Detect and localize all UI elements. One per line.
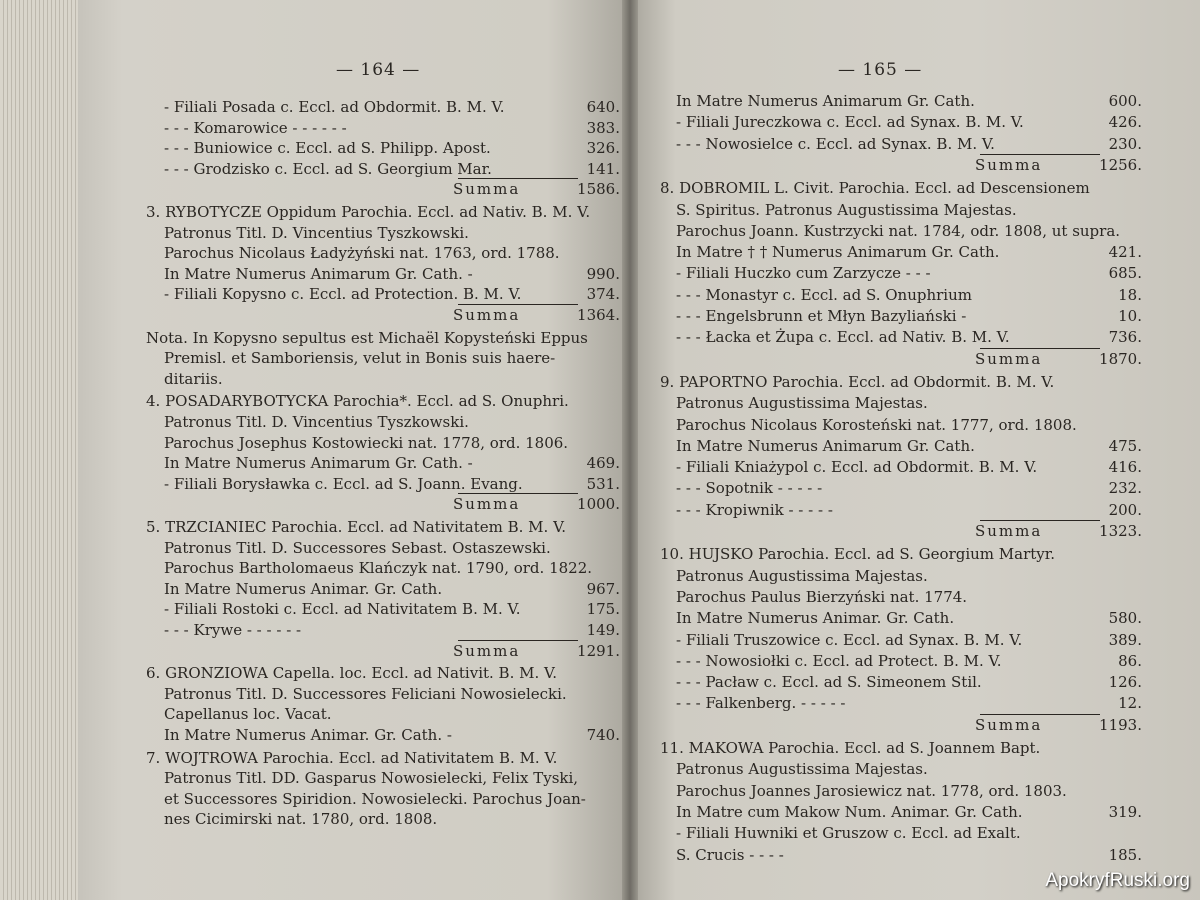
text-line: - Filiali Posada c. Eccl. ad Obdormit. B. M. V. bbox=[164, 98, 505, 116]
count-value: 426. bbox=[1108, 113, 1142, 132]
text-line: Patronus Titl. D. Successores Feliciani Nowosielecki. bbox=[164, 684, 567, 703]
text-line: 9. PAPORTNO Parochia. Eccl. ad Obdormit. B. M. V. bbox=[660, 372, 1055, 391]
text-line: - - - Falkenberg. - - - - - bbox=[676, 694, 846, 713]
text-line: - Filiali Kopysno c. Eccl. ad Protection. B. M. V. bbox=[164, 285, 522, 304]
count-value: 141. bbox=[586, 159, 620, 178]
summa-rule bbox=[458, 640, 578, 641]
text-line: S. Crucis - - - - bbox=[676, 845, 784, 864]
summa-value: 1323. bbox=[1099, 522, 1142, 540]
summa-rule bbox=[980, 154, 1100, 155]
page-number: — 165 — bbox=[838, 60, 923, 80]
summa-rule bbox=[458, 304, 578, 305]
text-line: In Matre Numerus Animarum Gr. Cath. - bbox=[164, 454, 473, 473]
summa-label: Summa bbox=[975, 522, 1043, 540]
summa-rule bbox=[980, 714, 1100, 715]
text-line: - Filiali Truszowice c. Eccl. ad Synax. B. M. V. bbox=[676, 630, 1023, 649]
text-line: - - - Kropiwnik - - - - - bbox=[676, 500, 833, 519]
text-line: Patronus Titl. D. Vincentius Tyszkowski. bbox=[164, 413, 469, 431]
right-page bbox=[630, 0, 1200, 900]
summa-value: 1000. bbox=[577, 495, 620, 514]
summa-label: Summa bbox=[453, 495, 521, 514]
text-line: Parochus Josephus Kostowiecki nat. 1778, ord. 1806. bbox=[164, 433, 569, 452]
count-value: 230. bbox=[1108, 134, 1142, 153]
text-line: 8. DOBROMIL L. Civit. Parochia. Eccl. ad Descensionem bbox=[660, 179, 1090, 198]
count-value: 10. bbox=[1118, 307, 1142, 325]
text-line: Patronus Augustissima Majestas. bbox=[676, 394, 928, 413]
text-line: In Matre † † Numerus Animarum Gr. Cath. bbox=[676, 243, 1000, 262]
summa-label: Summa bbox=[453, 641, 521, 660]
book-gutter bbox=[622, 0, 638, 900]
text-line: Parochus Bartholomaeus Klańczyk nat. 1790, ord. 1822. bbox=[164, 559, 593, 578]
text-line: Patronus Augustissima Majestas. bbox=[676, 566, 928, 585]
text-line: Patronus Titl. D. Successores Sebast. Ostaszewski. bbox=[164, 538, 551, 557]
count-value: 12. bbox=[1118, 694, 1142, 713]
text-line: - - - Komarowice - - - - - - bbox=[164, 118, 347, 137]
text-line: - - - Grodzisko c. Eccl. ad S. Georgium Mar. bbox=[164, 159, 492, 178]
text-line: Patronus Titl. D. Vincentius Tyszkowski. bbox=[164, 223, 469, 242]
summa-rule bbox=[980, 520, 1100, 521]
text-line: - Filiali Huczko cum Zarzycze - - - bbox=[676, 264, 931, 283]
count-value: 18. bbox=[1118, 285, 1142, 304]
summa-value: 1364. bbox=[577, 306, 620, 324]
count-value: 580. bbox=[1108, 609, 1142, 628]
text-line: - - - Łacka et Żupa c. Eccl. ad Nativ. B. M. V. bbox=[676, 328, 1010, 347]
summa-label: Summa bbox=[453, 180, 521, 199]
text-line: 5. TRZCIANIEC Parochia. Eccl. ad Nativitatem B. M. V. bbox=[146, 518, 567, 536]
text-line: Parochus Paulus Bierzyński nat. 1774. bbox=[676, 587, 968, 606]
count-value: 600. bbox=[1108, 92, 1142, 110]
text-line: 7. WOJTROWA Parochia. Eccl. ad Nativitatem B. M. V. bbox=[146, 748, 558, 767]
text-line: - - - Krywe - - - - - - bbox=[164, 621, 302, 639]
text-line: Parochus Joannes Jarosiewicz nat. 1778, ord. 1803. bbox=[676, 781, 1067, 800]
count-value: 736. bbox=[1108, 328, 1142, 347]
left-page bbox=[78, 0, 630, 900]
text-line: Parochus Joann. Kustrzycki nat. 1784, odr. 1808, ut supra. bbox=[676, 221, 1121, 240]
count-value: 685. bbox=[1108, 264, 1142, 283]
text-line: - - - Engelsbrunn et Młyn Bazyliański - bbox=[676, 307, 967, 325]
summa-label: Summa bbox=[975, 349, 1043, 368]
text-line: In Matre Numerus Animarum Gr. Cath. - bbox=[164, 264, 473, 283]
page-number: — 164 — bbox=[336, 60, 421, 80]
text-line: 6. GRONZIOWA Capella. loc. Eccl. ad Nativit. B. M. V. bbox=[146, 664, 557, 683]
count-value: 967. bbox=[586, 579, 620, 598]
count-value: 531. bbox=[586, 474, 620, 493]
text-line: 3. RYBOTYCZE Oppidum Parochia. Eccl. ad Nativ. B. M. V. bbox=[146, 203, 591, 221]
text-line: - - - Nowosiołki c. Eccl. ad Protect. B. M. V. bbox=[676, 651, 1002, 670]
page-edges bbox=[0, 0, 80, 900]
text-line: - - - Monastyr c. Eccl. ad S. Onuphrium bbox=[676, 285, 972, 304]
text-line: 4. POSADARYBOTYCKA Parochia*. Eccl. ad S. Onuphri. bbox=[146, 392, 569, 411]
count-value: 990. bbox=[586, 264, 620, 283]
text-line: - - - Buniowice c. Eccl. ad S. Philipp. Apost. bbox=[164, 139, 491, 158]
count-value: 232. bbox=[1108, 479, 1142, 498]
summa-value: 1291. bbox=[577, 641, 620, 660]
text-line: Parochus Nicolaus Korosteński nat. 1777, ord. 1808. bbox=[676, 415, 1077, 434]
text-line: Patronus Titl. DD. Gasparus Nowosielecki, Felix Tyski, bbox=[164, 769, 579, 788]
text-line: In Matre Numerus Animarum Gr. Cath. bbox=[676, 92, 975, 110]
count-value: 126. bbox=[1108, 673, 1142, 692]
count-value: 421. bbox=[1108, 243, 1142, 262]
text-line: 10. HUJSKO Parochia. Eccl. ad S. Georgium Martyr. bbox=[660, 545, 1056, 564]
count-value: 740. bbox=[586, 726, 620, 744]
summa-value: 1256. bbox=[1099, 155, 1142, 174]
count-value: 475. bbox=[1108, 436, 1142, 455]
text-line: - - - Pacław c. Eccl. ad S. Simeonem Stil. bbox=[676, 673, 982, 692]
count-value: 383. bbox=[586, 118, 620, 137]
text-line: In Matre cum Makow Num. Animar. Gr. Cath. bbox=[676, 802, 1023, 821]
text-line: In Matre Numerus Animar. Gr. Cath. bbox=[676, 609, 955, 628]
watermark: ApokryfRuski.org bbox=[1045, 870, 1190, 891]
text-line: Nota. In Kopysno sepultus est Michaël Kopysteński Eppus bbox=[146, 328, 588, 347]
count-value: 200. bbox=[1108, 500, 1142, 519]
text-line: In Matre Numerus Animar. Gr. Cath. - bbox=[164, 726, 452, 744]
text-line: - Filiali Jureczkowa c. Eccl. ad Synax. B. M. V. bbox=[676, 113, 1024, 132]
count-value: 175. bbox=[586, 600, 620, 619]
text-line: Premisl. et Samboriensis, velut in Bonis suis haere- bbox=[164, 349, 556, 368]
count-value: 374. bbox=[586, 285, 620, 304]
summa-value: 1193. bbox=[1099, 715, 1142, 734]
text-line: In Matre Numerus Animar. Gr. Cath. bbox=[164, 579, 443, 598]
text-line: - Filiali Borysławka c. Eccl. ad S. Joann. Evang. bbox=[164, 474, 523, 493]
summa-rule bbox=[458, 178, 578, 179]
summa-value: 1870. bbox=[1099, 349, 1142, 368]
count-value: 326. bbox=[586, 139, 620, 158]
count-value: 416. bbox=[1108, 458, 1142, 477]
count-value: 389. bbox=[1108, 630, 1142, 649]
text-line: 11. MAKOWA Parochia. Eccl. ad S. Joannem Bapt. bbox=[660, 739, 1041, 757]
count-value: 640. bbox=[586, 98, 620, 116]
text-line: Parochus Nicolaus Ładyżyński nat. 1763, ord. 1788. bbox=[164, 244, 560, 263]
text-line: Patronus Augustissima Majestas. bbox=[676, 760, 928, 779]
summa-label: Summa bbox=[453, 306, 521, 324]
text-line: et Successores Spiridion. Nowosielecki. Parochus Joan- bbox=[164, 789, 586, 808]
text-line: - - - Nowosielce c. Eccl. ad Synax. B. M. V. bbox=[676, 134, 995, 153]
summa-rule bbox=[980, 348, 1100, 349]
count-value: 149. bbox=[586, 621, 620, 639]
summa-label: Summa bbox=[975, 715, 1043, 734]
count-value: 469. bbox=[586, 454, 620, 473]
text-line: S. Spiritus. Patronus Augustissima Majestas. bbox=[676, 200, 1017, 219]
summa-value: 1586. bbox=[577, 180, 620, 199]
text-line: ditariis. bbox=[164, 369, 223, 388]
text-line: - Filiali Huwniki et Gruszow c. Eccl. ad Exalt. bbox=[676, 824, 1021, 843]
text-line: - Filiali Kniażypol c. Eccl. ad Obdormit. B. M. V. bbox=[676, 458, 1038, 477]
count-value: 319. bbox=[1108, 802, 1142, 821]
text-line: - - - Sopotnik - - - - - bbox=[676, 479, 823, 498]
summa-rule bbox=[458, 493, 578, 494]
text-line: - Filiali Rostoki c. Eccl. ad Nativitatem B. M. V. bbox=[164, 600, 521, 619]
text-line: Capellanus loc. Vacat. bbox=[164, 705, 332, 724]
count-value: 185. bbox=[1108, 845, 1142, 864]
text-line: In Matre Numerus Animarum Gr. Cath. bbox=[676, 436, 975, 455]
summa-label: Summa bbox=[975, 155, 1043, 174]
text-line: nes Cicimirski nat. 1780, ord. 1808. bbox=[164, 810, 438, 829]
count-value: 86. bbox=[1118, 651, 1142, 670]
